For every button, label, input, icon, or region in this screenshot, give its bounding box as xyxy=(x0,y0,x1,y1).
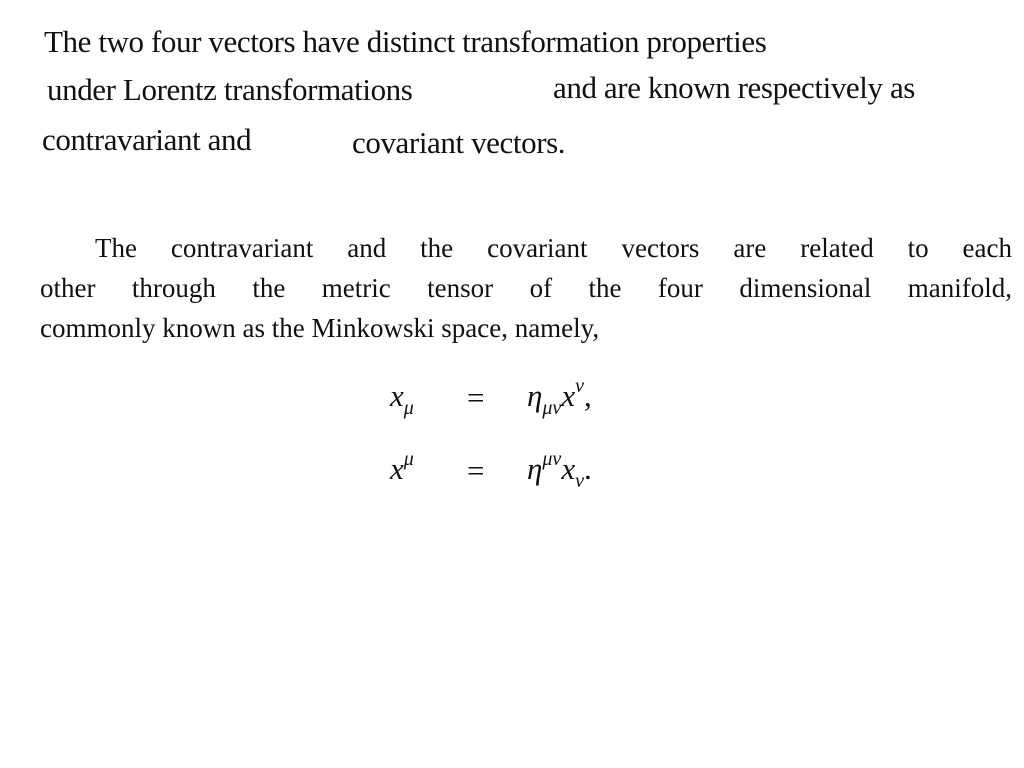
equation-1 xyxy=(390,378,414,419)
paragraph-line-1: The contravariant and the covariant vectors are related to each xyxy=(95,233,1012,263)
eq1-lhs xyxy=(390,378,414,419)
eq2-lhs xyxy=(390,448,414,486)
equation-2-rhs xyxy=(527,448,592,492)
eq2-metric-symbol: η xyxy=(527,451,543,486)
eq1-metric-indices: μν xyxy=(542,397,562,419)
eq1-punctuation: , xyxy=(583,378,592,413)
eq1-rhs-superscript: ν xyxy=(575,375,584,397)
intro-line-2a: under Lorentz transformations xyxy=(47,72,413,107)
intro-line-3b: covariant vectors. xyxy=(352,125,566,160)
equation-1-rhs xyxy=(527,375,592,419)
paragraph-line-3: commonly known as the Minkowski space, namely, xyxy=(40,313,600,343)
intro-line-2b: and are known respectively as xyxy=(553,70,915,105)
eq2-lhs-base: x xyxy=(390,451,404,486)
eq1-lhs-subscript: μ xyxy=(403,397,414,419)
equation-2 xyxy=(390,448,414,486)
eq1-metric-symbol: η xyxy=(527,378,543,413)
paragraph-line-2: other through the metric tensor of the four dimensional manifold, xyxy=(40,273,1012,303)
eq2-lhs-superscript: μ xyxy=(403,448,414,470)
eq2-rhs-subscript: ν xyxy=(575,470,584,492)
eq2-rhs-base: x xyxy=(561,451,576,486)
intro-line-3a: contravariant and xyxy=(42,122,252,157)
equation-2-relation: = xyxy=(467,453,485,488)
eq1-lhs-base: x xyxy=(390,378,404,413)
eq2-punctuation: . xyxy=(583,451,592,486)
intro-line-1: The two four vectors have distinct transformation properties xyxy=(44,24,767,59)
eq1-rhs-base: x xyxy=(561,378,576,413)
body-paragraph xyxy=(40,228,1012,348)
equation-1-relation: = xyxy=(467,380,485,415)
eq2-metric-indices: μν xyxy=(542,448,562,470)
